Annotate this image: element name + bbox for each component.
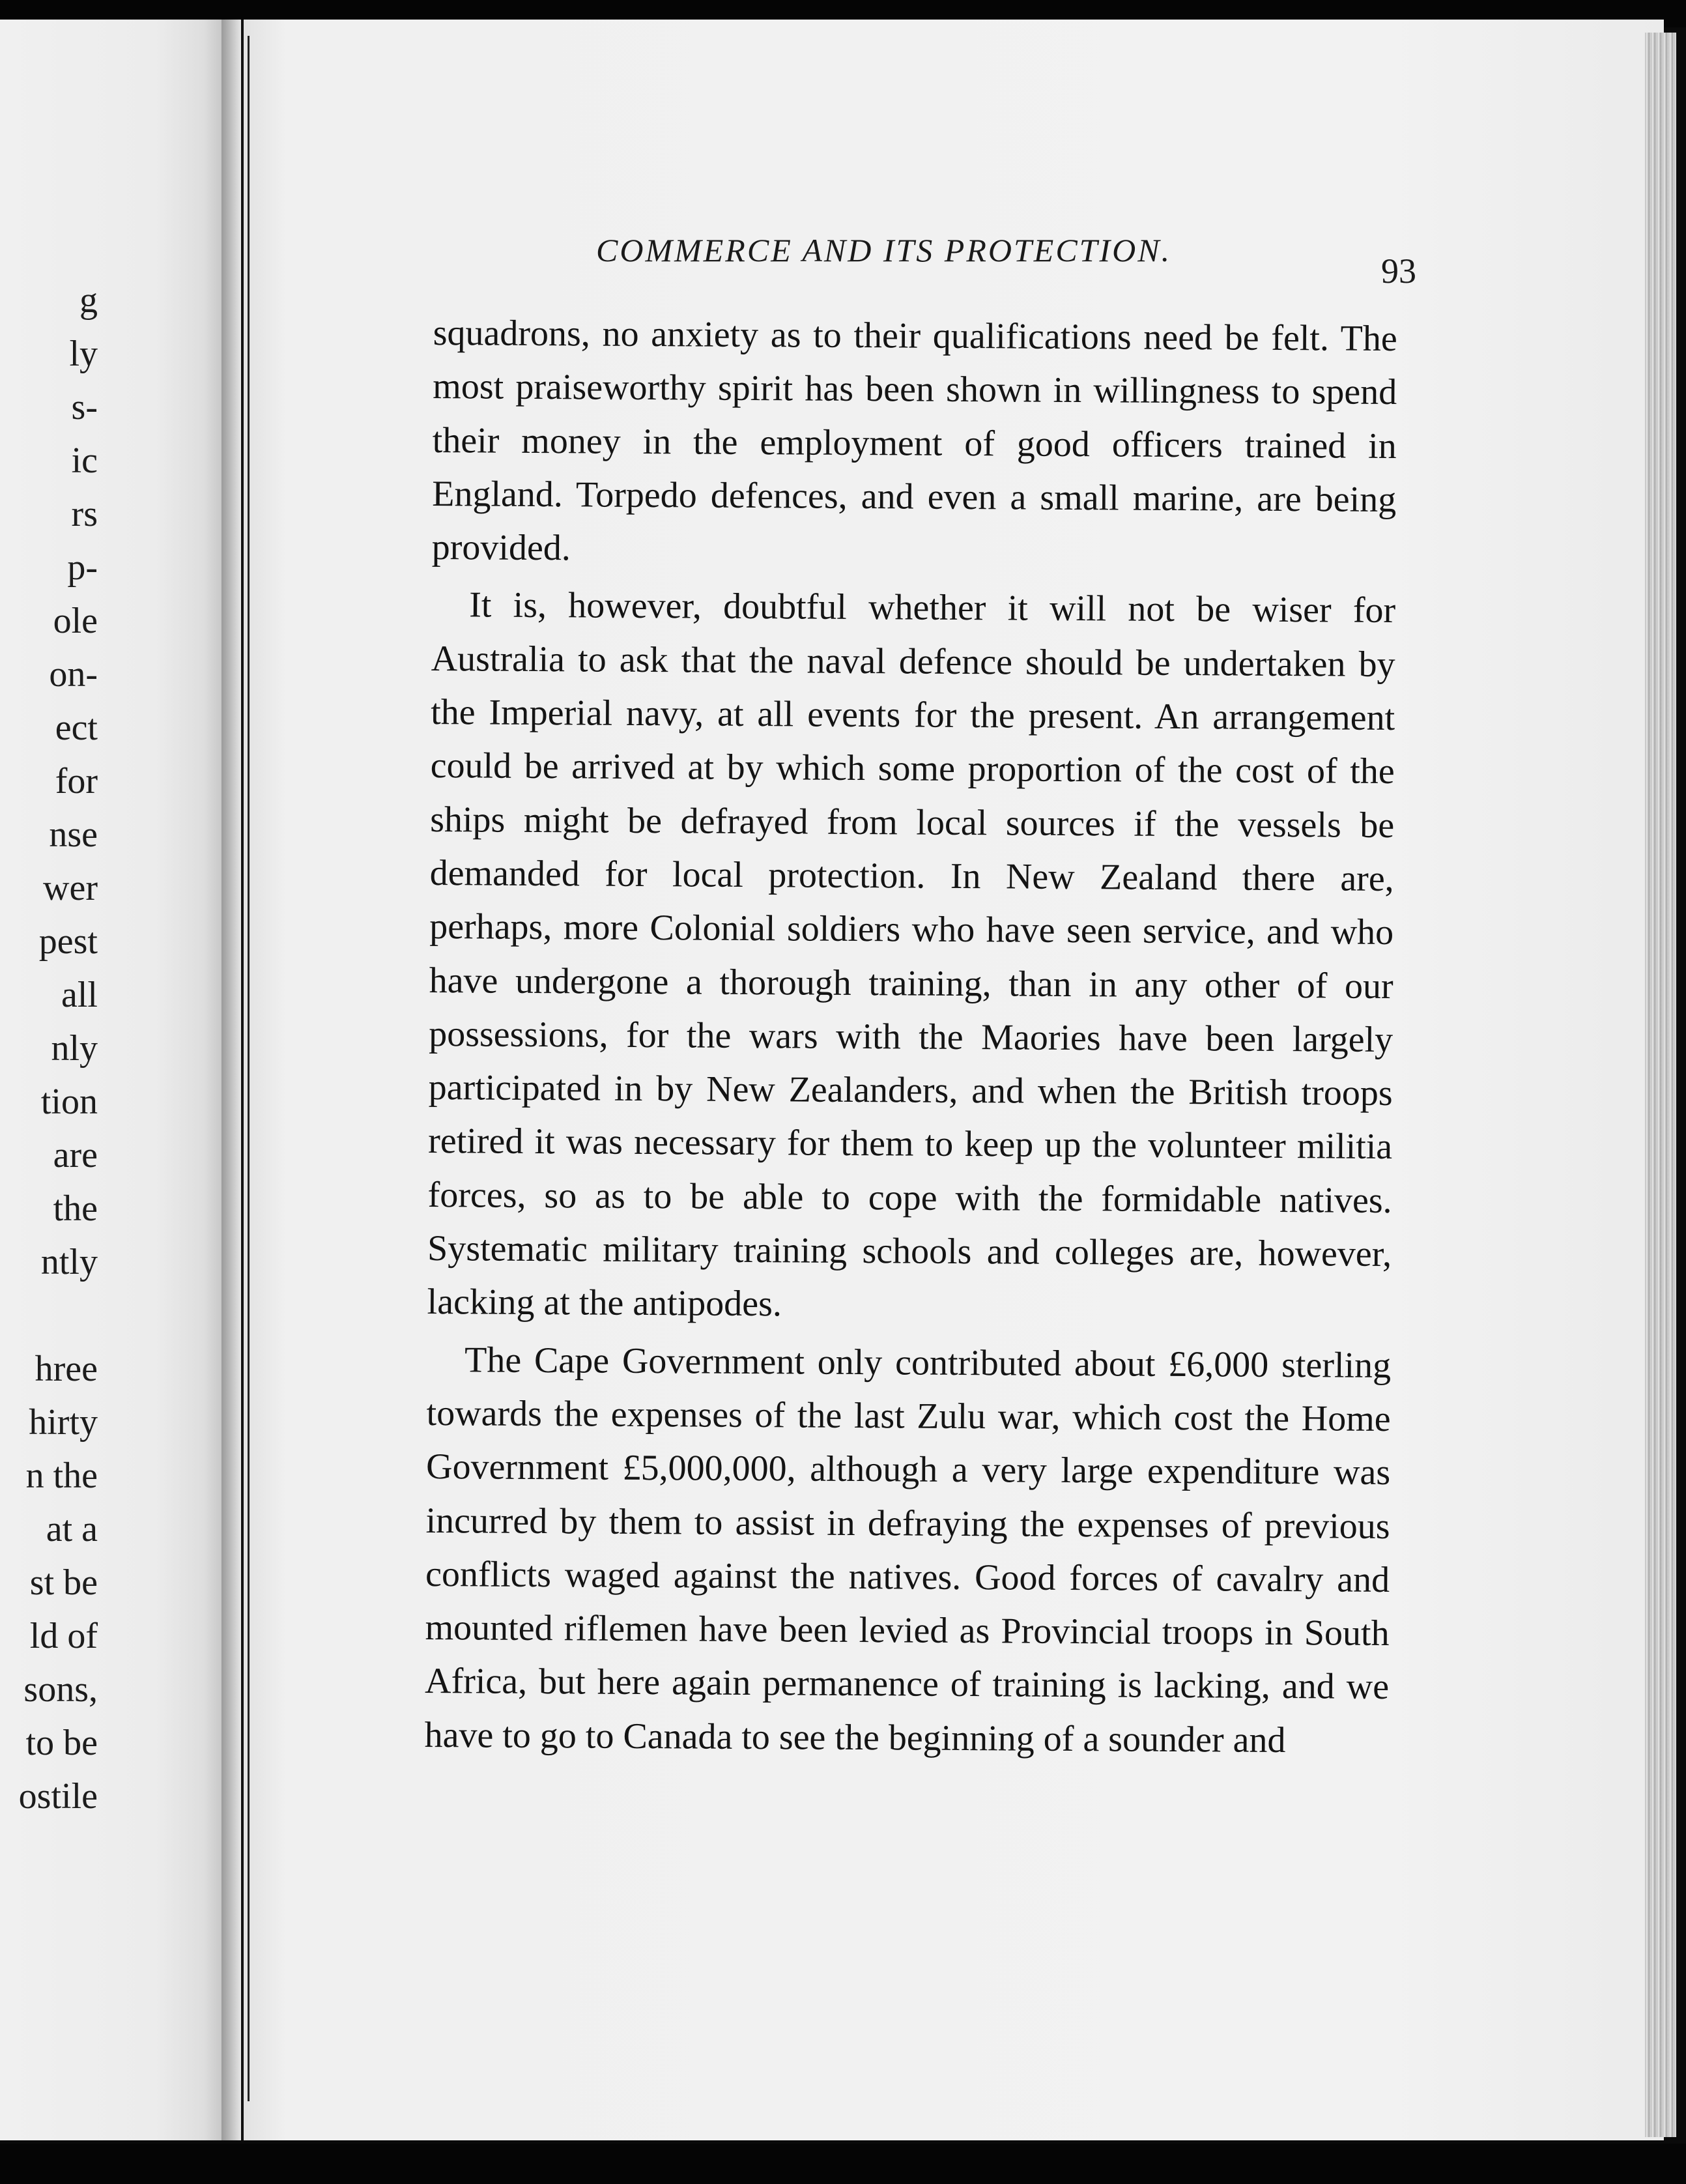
left-line-fragment: st be [29, 1562, 98, 1603]
paragraph: It is, however, doubtful whether it will not be wiser for Australia to ask that the naval defence should be undertaken by the Imperial navy, at all events for the present. An arrangement could be arrived at by which some proportion of the cost of the ships might be defrayed from local sources if the vessels be demanded for local protection. In New Zealand there are, perhaps, more Colonial soldiers who have seen service, and who have undergone a thorough training, than in any other of our possessions, for the wars with the Maories have been largely participated in by New Zealanders, and when the British troops retired it was necessary for them to keep up the volunteer militia forces, so as to be able to cope with the formidable natives. Systematic military training schools and colleges are, however, lacking at the antipodes. [427, 584, 1396, 1325]
left-line-fragment: ntly [40, 1242, 98, 1282]
left-line-fragment: ole [53, 601, 98, 641]
paragraph: squadrons, no anxiety as to their qualifications need be felt. The most praiseworthy spirit has been shown in willingness to spend their money in the employment of good officers trained in England. Torpedo defences, and even a small marine, are being provided. [431, 312, 1397, 569]
left-line-fragment: hree [35, 1349, 98, 1389]
page-binding-line [248, 36, 250, 2101]
left-line-fragment: ostile [18, 1776, 98, 1817]
body-text [424, 306, 1397, 1768]
left-line-fragment: p- [67, 547, 98, 588]
left-line-fragment: tion [40, 1082, 98, 1122]
left-line-fragment: s- [71, 387, 98, 427]
left-line-fragment: hirty [29, 1402, 98, 1443]
book-gutter [221, 20, 241, 2140]
scan-bottom-border [0, 2144, 1686, 2184]
left-line-fragment: wer [43, 868, 98, 908]
left-line-fragment: on- [49, 654, 98, 695]
paragraph: The Cape Government only contributed about £6,000 sterling towards the expenses of the last Zulu war, which cost the Home Government £5,000,000, although a very large expenditure was incurred by them to assist in defraying the expenses of previous conflicts waged against the natives. Good forces of cavalry and mounted riflemen have been levied as Provincial troops in South Africa, but here again permanence of training is lacking, and we have to go to Canada to see the beginning of a sounder and [424, 1339, 1392, 1760]
left-line-fragment: at a [46, 1509, 98, 1549]
left-line-fragment: ld of [29, 1616, 98, 1656]
left-line-fragment: nly [51, 1028, 98, 1069]
left-line-fragment [0, 1289, 98, 1342]
left-line-fragment: ly [69, 334, 98, 374]
left-line-fragment: for [55, 761, 98, 801]
left-line-fragment: ic [71, 440, 98, 481]
left-page-text-fragments [0, 274, 98, 1823]
running-head: COMMERCE AND ITS PROTECTION. [596, 232, 1172, 268]
left-line-fragment: nse [49, 814, 98, 855]
left-line-fragment: rs [71, 494, 98, 534]
left-line-fragment: the [53, 1188, 98, 1229]
left-line-fragment: sons, [23, 1669, 98, 1710]
left-line-fragment: to be [25, 1723, 98, 1763]
left-line-fragment: n the [25, 1456, 98, 1496]
left-line-fragment: are [53, 1135, 98, 1175]
left-line-fragment: pest [38, 921, 98, 962]
left-line-fragment: ect [55, 708, 98, 748]
left-line-fragment: g [79, 280, 98, 321]
page-stack-edge [1645, 33, 1676, 2137]
page-number: 93 [1381, 251, 1416, 291]
left-line-fragment: all [61, 975, 98, 1015]
